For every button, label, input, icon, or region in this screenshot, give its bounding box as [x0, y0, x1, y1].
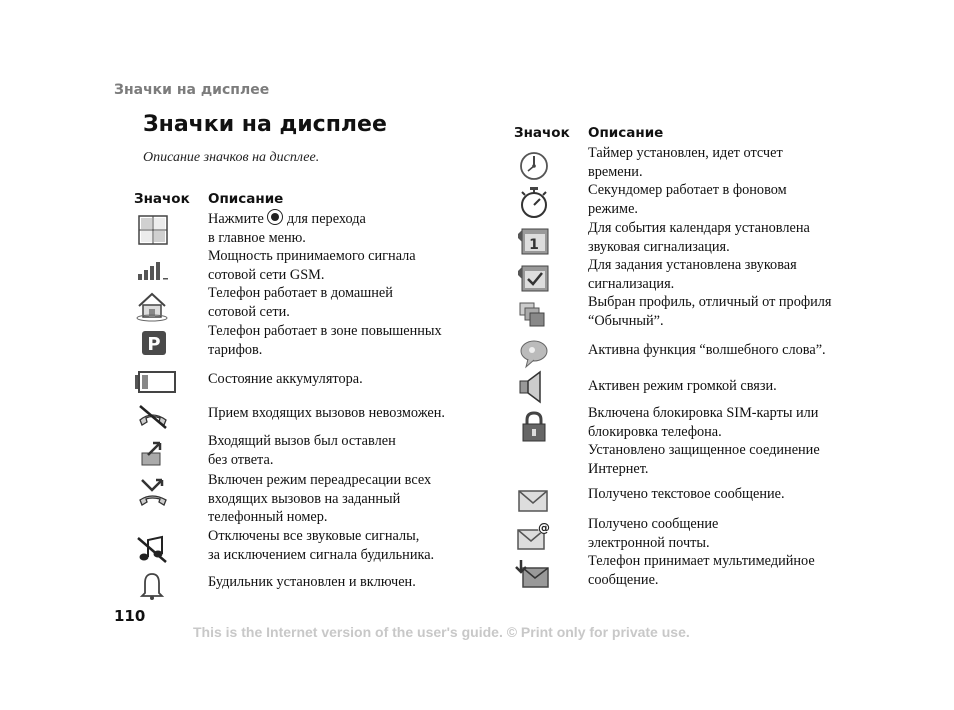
- right-col-header-desc: Описание: [588, 125, 664, 141]
- svg-text:@: @: [538, 521, 550, 535]
- row-description: Таймер установлен, идет отсчет времени.: [588, 145, 783, 180]
- row-description: Прием входящих вызовов невозможен.: [208, 405, 445, 421]
- page-subtitle: Описание значков на дисплее.: [143, 150, 320, 165]
- row-description: Входящий вызов был оставлен без ответа.: [208, 433, 396, 468]
- silent-mode-icon: [134, 532, 170, 566]
- running-header: Значки на дисплее: [114, 82, 270, 98]
- magic-word-icon: [514, 337, 550, 371]
- row-description: Мощность принимаемого сигнала сотовой сети GSM.: [208, 248, 416, 283]
- alarm-bell-icon: [134, 569, 170, 603]
- row-description: Для задания установлена звуковая сигнализация.: [588, 257, 797, 292]
- svg-text:1: 1: [529, 237, 539, 253]
- missed-call-icon: [134, 437, 170, 471]
- svg-text:P: P: [147, 334, 161, 355]
- lock-icon: [514, 410, 550, 444]
- row-description: Активен режим громкой связи.: [588, 378, 777, 394]
- left-col-header-desc: Описание: [208, 191, 284, 207]
- row-description: Активна функция “волшебного слова”.: [588, 342, 826, 358]
- right-icon-table: [514, 125, 874, 595]
- row-description: Выбран профиль, отличный от профиля “Обычный”.: [588, 294, 832, 329]
- home-network-icon: [134, 289, 170, 323]
- row-description: Для события календаря установлена звуковая сигнализация.: [588, 220, 810, 255]
- left-col-header-icon: Значок: [134, 191, 190, 207]
- row-description: Будильник установлен и включен.: [208, 574, 416, 590]
- signal-strength-icon: [134, 252, 170, 286]
- battery-icon: [134, 366, 178, 400]
- row-description: Секундомер работает в фоновом режиме.: [588, 182, 787, 217]
- row-description: Телефон работает в домашней сотовой сети.: [208, 285, 393, 320]
- row-description: Телефон принимает мультимедийное сообщение.: [588, 553, 815, 588]
- row-description: Нажмите для перехода в главное меню.: [208, 211, 366, 246]
- main-menu-grid-icon: [134, 214, 170, 248]
- speaker-icon: [514, 370, 550, 404]
- text-message-icon: [514, 484, 550, 518]
- joystick-center-icon: [267, 209, 283, 225]
- call-forward-icon: [134, 476, 170, 510]
- email-icon: [514, 521, 550, 555]
- footer-notice: This is the Internet version of the user's guide. © Print only for private use.: [193, 624, 690, 640]
- row-description: Телефон работает в зоне повышенных тарифов.: [208, 323, 442, 358]
- task-alarm-icon: [514, 261, 550, 295]
- row-description: Включен режим переадресации всех входящих вызовов на заданный телефонный номер.: [208, 472, 432, 525]
- page-number: 110: [114, 607, 146, 625]
- row-description: Получено текстовое сообщение.: [588, 486, 785, 502]
- premium-tariff-icon: [134, 327, 170, 361]
- row-description: Состояние аккумулятора.: [208, 371, 363, 387]
- row-description: Получено сообщение электронной почты.: [588, 516, 719, 551]
- row-description: Отключены все звуковые сигналы, за исключением сигнала будильника.: [208, 528, 435, 563]
- timer-icon: [514, 149, 550, 183]
- row-description: Включена блокировка SIM-карты или блокировка телефона. Установлено защищенное соединение Интернет.: [588, 405, 820, 477]
- calendar-alarm-icon: [514, 224, 550, 258]
- page-title: Значки на дисплее: [143, 112, 387, 137]
- profile-icon: [514, 298, 550, 332]
- calls-blocked-icon: [134, 400, 170, 434]
- left-icon-table: [134, 191, 494, 601]
- mms-icon: [514, 558, 550, 592]
- right-col-header-icon: Значок: [514, 125, 570, 141]
- stopwatch-icon: [514, 186, 550, 220]
